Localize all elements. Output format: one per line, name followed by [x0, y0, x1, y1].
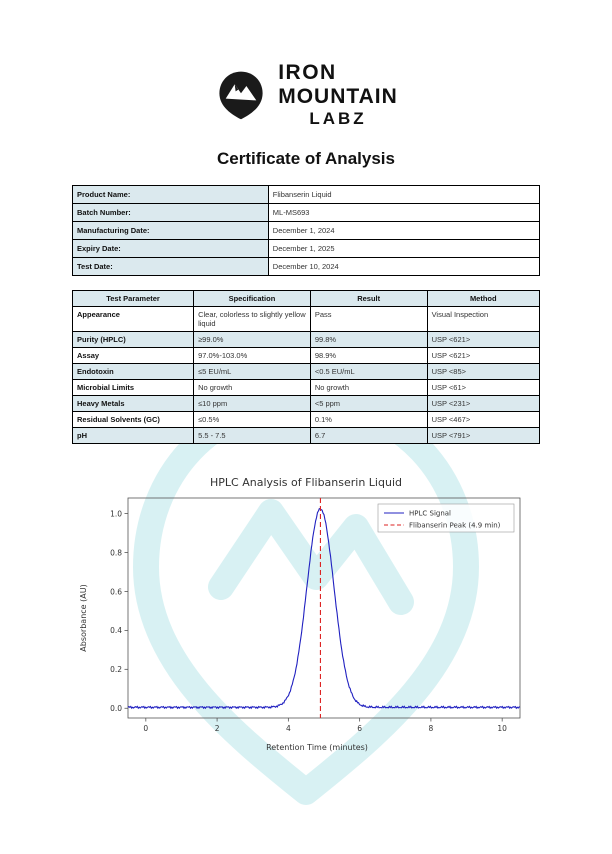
cell-method: USP <621> — [427, 348, 539, 364]
cell-parameter: Purity (HPLC) — [73, 332, 194, 348]
table-row — [73, 412, 540, 428]
svg-text:4: 4 — [285, 724, 291, 733]
y-axis-label: Absorbance (AU) — [79, 584, 88, 652]
cell-result: Pass — [310, 307, 427, 332]
info-value: December 10, 2024 — [268, 258, 539, 276]
svg-text:HPLC Signal: HPLC Signal — [409, 509, 451, 518]
cell-specification: 5.5 - 7.5 — [194, 428, 311, 444]
cell-parameter: Microbial Limits — [73, 380, 194, 396]
svg-text:Flibanserin Peak (4.9 min): Flibanserin Peak (4.9 min) — [409, 521, 501, 530]
test-results-table — [72, 290, 540, 444]
cell-method: USP <467> — [427, 412, 539, 428]
column-header-parameter: Test Parameter — [73, 291, 194, 307]
cell-specification: ≤0.5% — [194, 412, 311, 428]
cell-specification: ≤5 EU/mL — [194, 364, 311, 380]
cell-parameter: Residual Solvents (GC) — [73, 412, 194, 428]
info-label: Test Date: — [73, 258, 269, 276]
table-row — [73, 332, 540, 348]
cell-result: 99.8% — [310, 332, 427, 348]
info-value: December 1, 2025 — [268, 240, 539, 258]
table-row — [73, 428, 540, 444]
column-header-specification: Specification — [194, 291, 311, 307]
hplc-chart-svg — [72, 468, 540, 758]
company-logo — [72, 62, 540, 127]
cell-result: 0.1% — [310, 412, 427, 428]
logo-line-iron: IRON — [278, 61, 337, 84]
cell-method: USP <791> — [427, 428, 539, 444]
column-header-result: Result — [310, 291, 427, 307]
info-label: Product Name: — [73, 186, 269, 204]
cell-result: <0.5 EU/mL — [310, 364, 427, 380]
cell-parameter: Appearance — [73, 307, 194, 332]
hplc-chart — [72, 468, 540, 758]
cell-specification: ≥99.0% — [194, 332, 311, 348]
cell-method: USP <61> — [427, 380, 539, 396]
svg-text:10: 10 — [497, 724, 507, 733]
table-row — [73, 258, 540, 276]
table-row — [73, 186, 540, 204]
cell-specification: ≤10 ppm — [194, 396, 311, 412]
table-row — [73, 307, 540, 332]
cell-parameter: pH — [73, 428, 194, 444]
table-row — [73, 380, 540, 396]
info-label: Batch Number: — [73, 204, 269, 222]
table-row — [73, 222, 540, 240]
page-title: Certificate of Analysis — [217, 149, 395, 168]
cell-specification: 97.0%-103.0% — [194, 348, 311, 364]
cell-method: USP <231> — [427, 396, 539, 412]
svg-text:0.0: 0.0 — [110, 704, 122, 714]
cell-result: 98.9% — [310, 348, 427, 364]
logo-line-labz: LABZ — [309, 109, 367, 128]
info-value: December 1, 2024 — [268, 222, 539, 240]
svg-text:8: 8 — [428, 724, 434, 733]
table-row — [73, 348, 540, 364]
info-label: Expiry Date: — [73, 240, 269, 258]
column-header-method: Method — [427, 291, 539, 307]
table-row — [73, 364, 540, 380]
info-value: Flibanserin Liquid — [268, 186, 539, 204]
cell-method: Visual Inspection — [427, 307, 539, 332]
cell-specification: No growth — [194, 380, 311, 396]
chart-title: HPLC Analysis of Flibanserin Liquid — [210, 476, 402, 489]
table-row — [73, 204, 540, 222]
chart-legend — [378, 504, 514, 532]
product-info-table — [72, 185, 540, 276]
cell-specification: Clear, colorless to slightly yellow liquid — [194, 307, 311, 332]
table-row — [73, 396, 540, 412]
svg-text:0: 0 — [143, 724, 149, 733]
x-axis-label: Retention Time (minutes) — [266, 743, 368, 752]
cell-method: USP <621> — [427, 332, 539, 348]
logo-line-mountain: MOUNTAIN — [278, 85, 398, 108]
cell-parameter: Heavy Metals — [73, 396, 194, 412]
table-row — [73, 240, 540, 258]
cell-method: USP <85> — [427, 364, 539, 380]
svg-text:2: 2 — [214, 724, 220, 733]
svg-text:6: 6 — [357, 724, 363, 733]
cell-result: No growth — [310, 380, 427, 396]
cell-result: <5 ppm — [310, 396, 427, 412]
mountain-icon — [214, 68, 268, 122]
table-header-row — [73, 291, 540, 307]
svg-text:0.4: 0.4 — [110, 626, 122, 636]
cell-parameter: Endotoxin — [73, 364, 194, 380]
svg-text:0.8: 0.8 — [110, 548, 122, 558]
svg-text:0.2: 0.2 — [110, 665, 122, 675]
cell-parameter: Assay — [73, 348, 194, 364]
info-label: Manufacturing Date: — [73, 222, 269, 240]
info-value: ML-MS693 — [268, 204, 539, 222]
svg-text:0.6: 0.6 — [110, 587, 122, 597]
svg-text:1.0: 1.0 — [110, 509, 122, 519]
cell-result: 6.7 — [310, 428, 427, 444]
